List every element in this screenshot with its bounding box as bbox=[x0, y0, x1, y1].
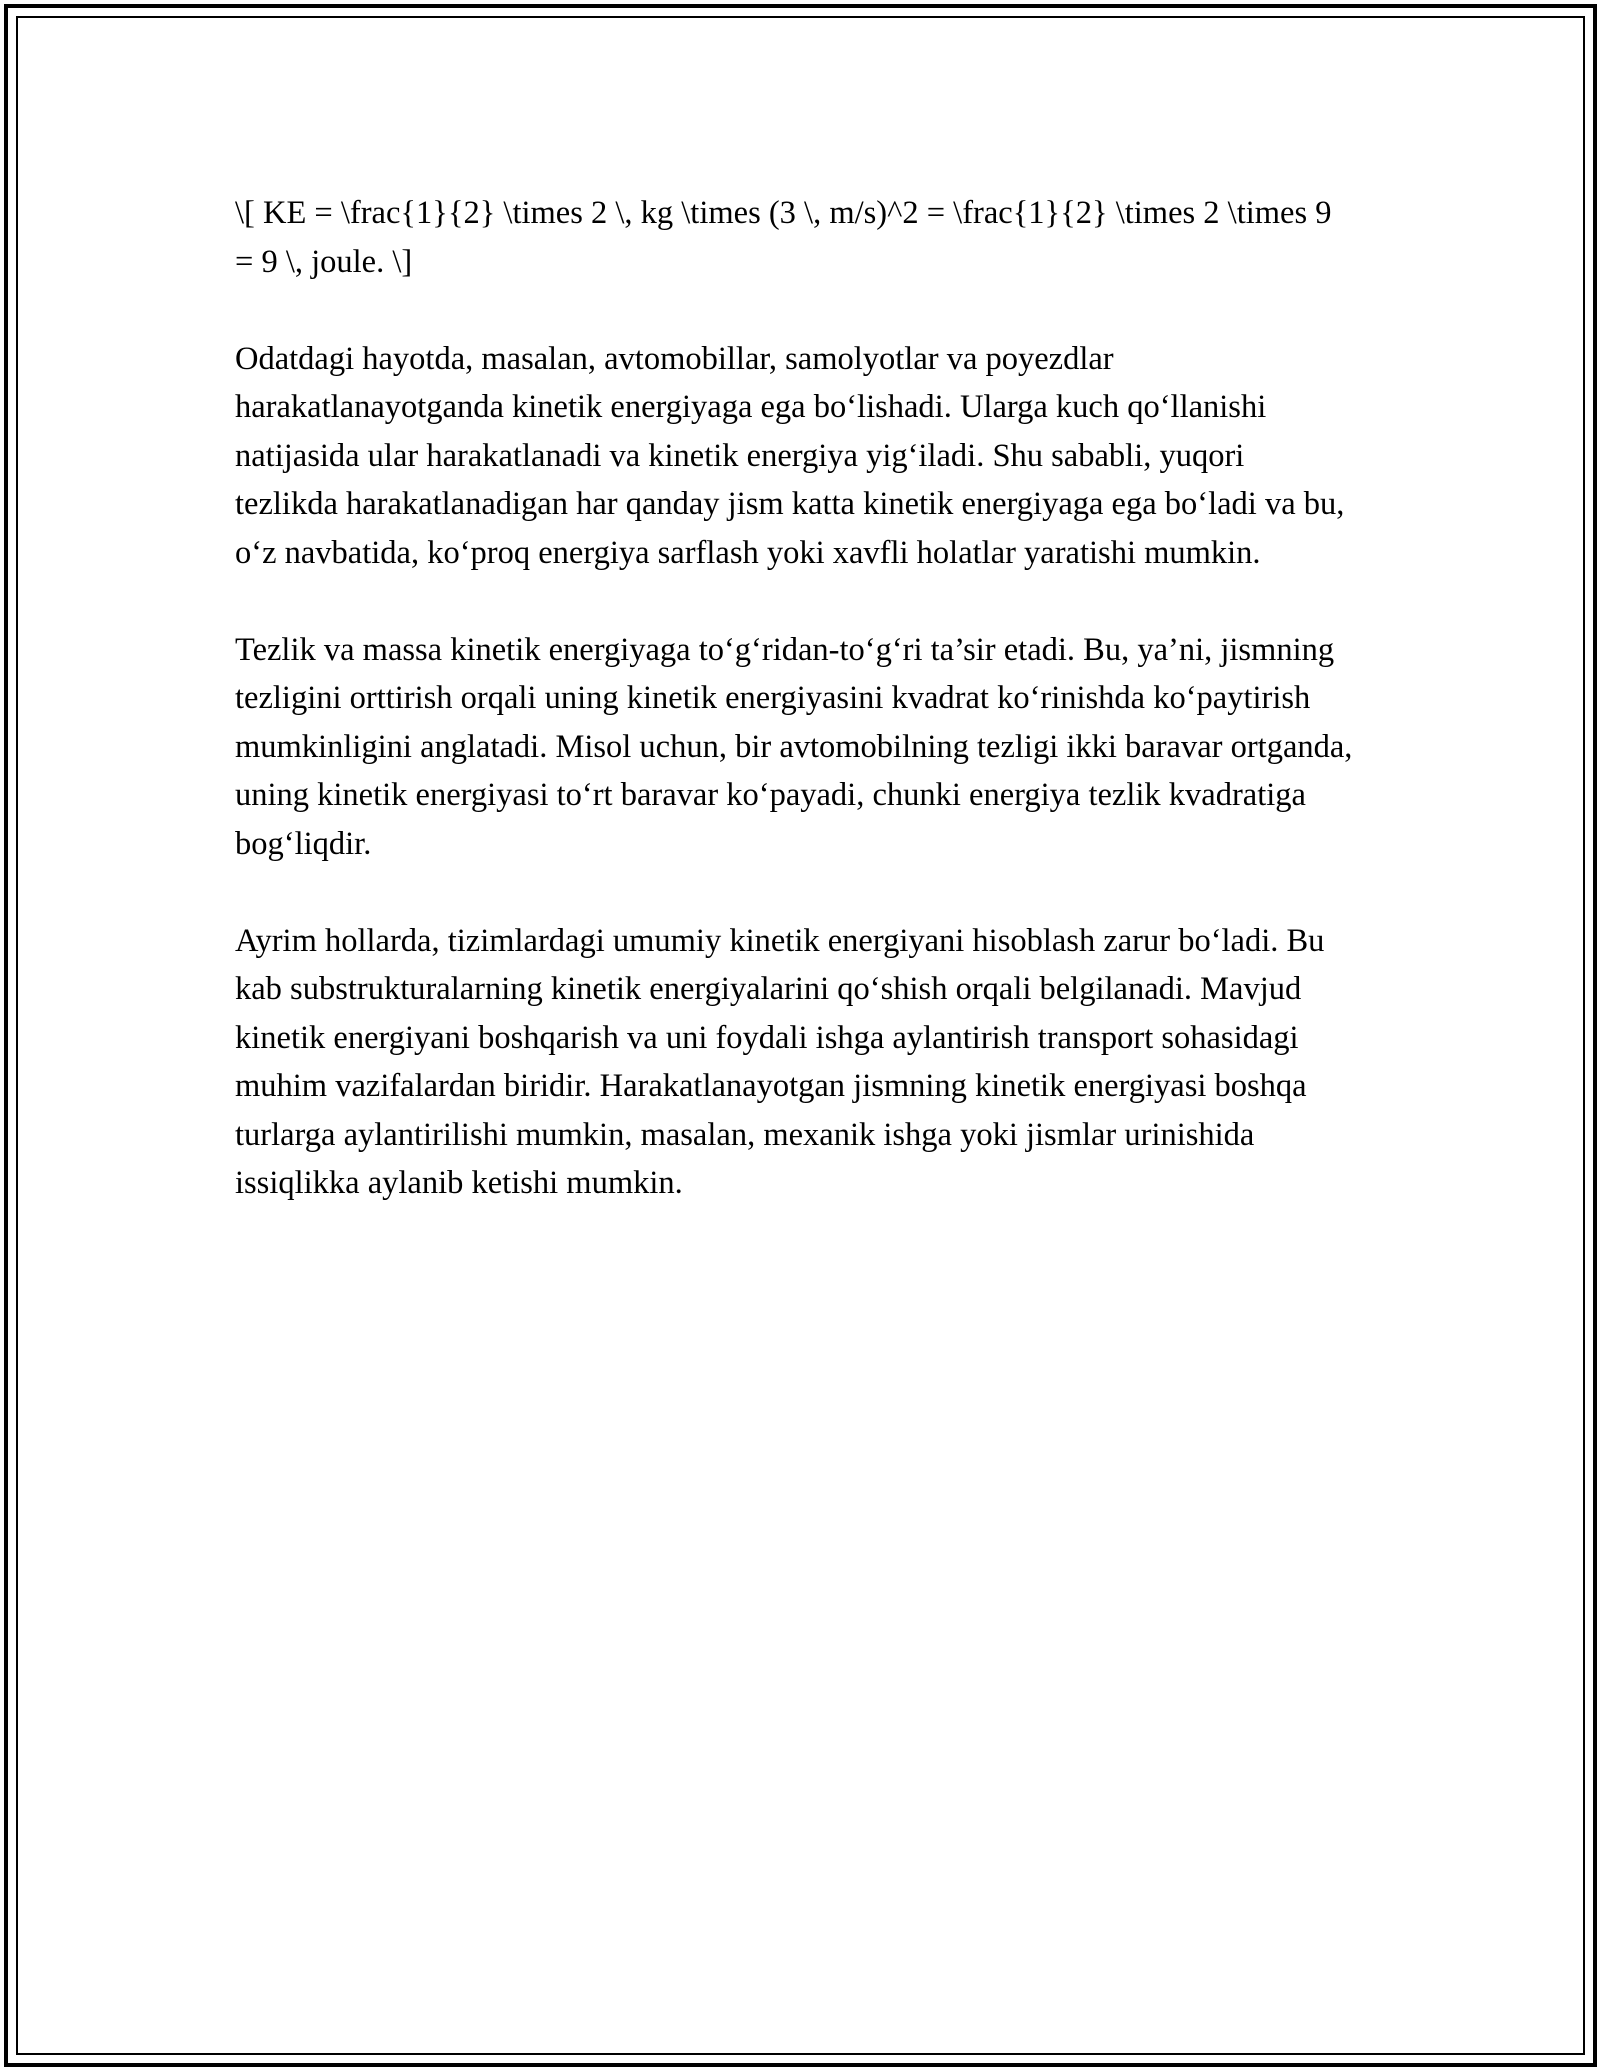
document-body bbox=[235, 189, 1355, 1256]
paragraph-total-energy: Ayrim hollarda, tizimlardagi umumiy kinetik energiyani hisoblash zarur bo‘ladi. Bu kab substrukturalarning kinetik energiyalarini qo‘shish orqali belgilanadi. Mavjud kinetik energiyani boshqarish va uni foydali ishga aylantirish transport sohasidagi muhim vazifalardan biridir. Harakatlanayotgan jismning kinetik energiyasi boshqa turlarga aylantirilishi mumkin, masalan, mexanik ishga yoki jismlar urinishida issiqlikka aylanib ketishi mumkin. bbox=[235, 922, 1325, 1201]
paragraph-everyday-life: Odatdagi hayotda, masalan, avtomobillar, samolyotlar va poyezdlar harakatlanayotganda kinetik energiyaga ega bo‘lishadi. Ularga kuch qo‘llanishi natijasida ular harakatlanadi va kinetik energiya yig‘iladi. Shu sababli, yuqori tezlikda harakatlanadigan har qanday jism katta kinetik energiyaga ega bo‘ladi va bu, o‘z navbatida, ko‘proq energiya sarflash yoki xavfli holatlar yaratishi mumkin. bbox=[235, 340, 1345, 571]
formula-paragraph: \[ KE = \frac{1}{2} \times 2 \, kg \times (3 \, m/s)^2 = \frac{1}{2} \times 2 \times 9 = 9 \, joule. \] bbox=[235, 195, 1332, 280]
paragraph-speed-mass: Tezlik va massa kinetik energiyaga to‘g‘ridan-to‘g‘ri ta’sir etadi. Bu, ya’ni, jismning tezligini orttirish orqali uning kinetik energiyasini kvadrat ko‘rinishda ko‘paytirish mumkinligini anglatadi. Misol uchun, bir avtomobilning tezligi ikki baravar ortganda, uning kinetik energiyasi to‘rt baravar ko‘payadi, chunki energiya tezlik kvadratiga bog‘liqdir. bbox=[235, 631, 1353, 862]
